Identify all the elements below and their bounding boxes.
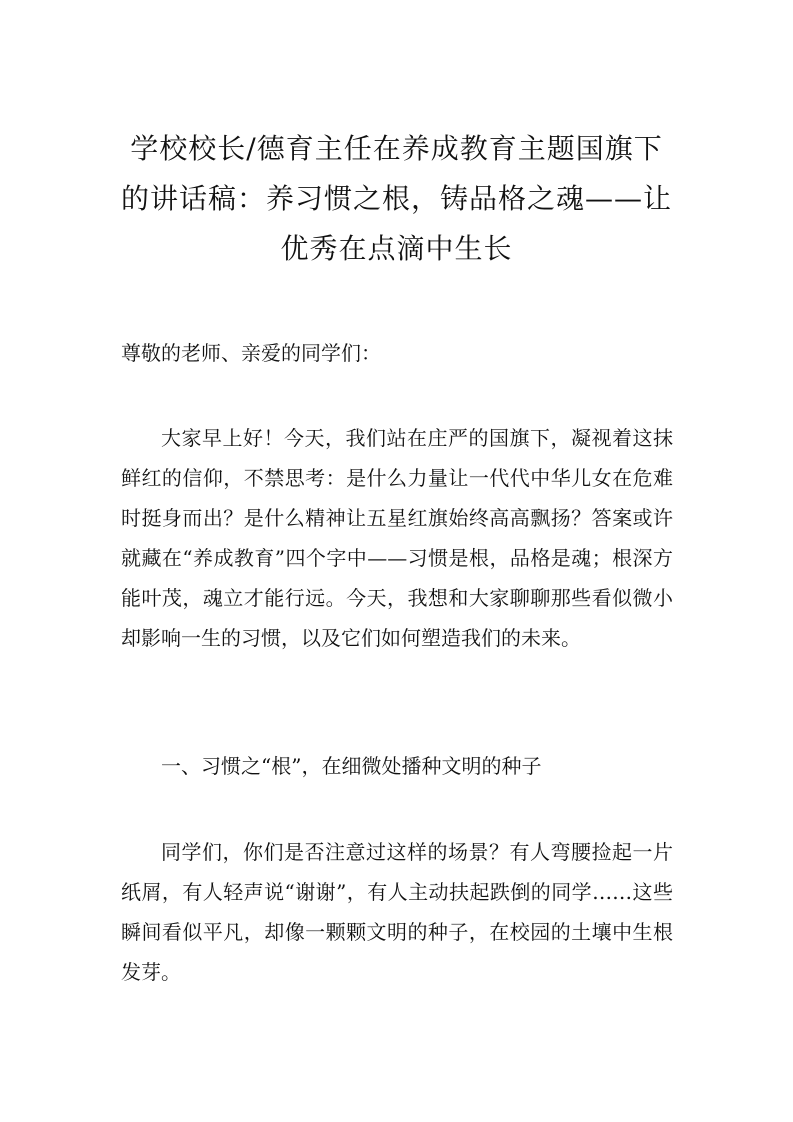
- document-title: [110, 124, 683, 274]
- title-line: 优秀在点滴中生长: [280, 232, 513, 265]
- section-heading: 一、习惯之“根”，在细微处播种文明的种子: [161, 754, 542, 778]
- salutation: 尊敬的老师、亲爱的同学们：: [121, 341, 381, 365]
- title-line: 学校校长/德育主任在养成教育主题国旗下: [130, 132, 663, 165]
- body-paragraph: 同学们，你们是否注意过这样的场景？有人弯腰捡起一片纸屑，有人轻声说“谢谢”，有人主动扶起跌倒的同学……这些瞬间看似平凡，却像一颗颗文明的种子，在校园的土壤中生根发芽。: [121, 840, 673, 984]
- intro-paragraph: 大家早上好！今天，我们站在庄严的国旗下，凝视着这抹鲜红的信仰，不禁思考：是什么力量让一代代中华儿女在危难时挺身而出？是什么精神让五星红旗始终高高飘扬？答案或许就藏在“养成教育”四个字中——习惯是根，品格是魂；根深方能叶茂，魂立才能行远。今天，我想和大家聊聊那些看似微小却影响一生的习惯，以及它们如何塑造我们的未来。: [121, 426, 673, 650]
- title-line: 的讲话稿：养习惯之根，铸品格之魂——让: [120, 182, 672, 215]
